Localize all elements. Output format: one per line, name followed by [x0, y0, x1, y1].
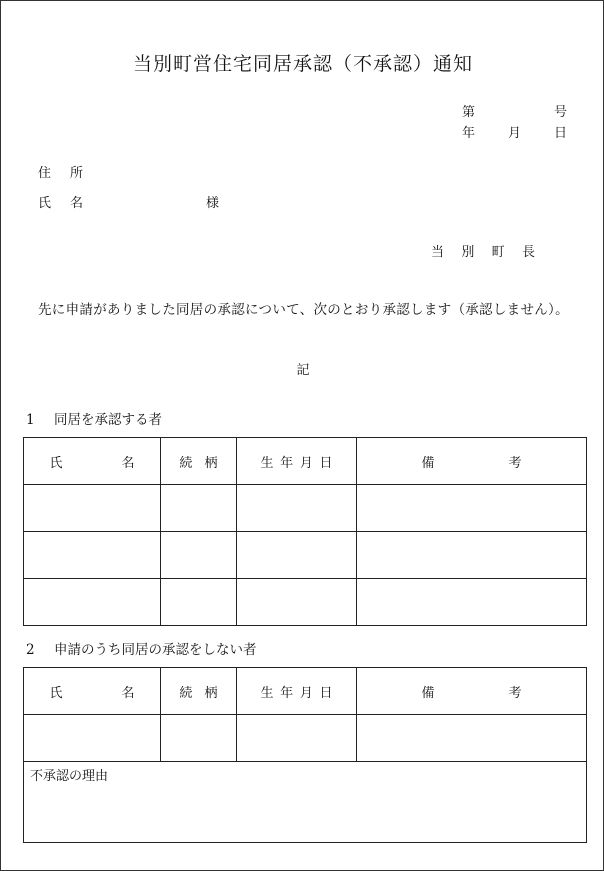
header-birthdate: 生 年 月 日	[237, 438, 357, 485]
header-name: 氏 名	[24, 668, 161, 715]
approved-persons-table	[23, 437, 587, 626]
rejected-persons-table	[23, 667, 587, 843]
rejection-reason-label: 不承認の理由	[30, 769, 109, 784]
date-day: 日	[553, 126, 567, 141]
section1-heading	[26, 408, 162, 428]
header-name: 氏 名	[24, 438, 161, 485]
cell-remarks[interactable]	[357, 579, 587, 626]
date-month: 月	[507, 126, 521, 141]
number-suffix: 号	[553, 105, 567, 120]
section2-heading	[26, 638, 257, 658]
document-date-line	[462, 122, 567, 141]
section2-title: 申請のうち同居の承認をしない者	[54, 642, 257, 658]
cell-name[interactable]	[24, 532, 161, 579]
cell-relation[interactable]	[161, 579, 237, 626]
cell-relation[interactable]	[161, 532, 237, 579]
rejection-reason-cell[interactable]	[24, 762, 587, 843]
header-remarks: 備 考	[357, 668, 587, 715]
cell-name[interactable]	[24, 715, 161, 762]
document-number-line	[462, 101, 567, 120]
header-relation: 続 柄	[161, 668, 237, 715]
recipient-name-label: 氏 名	[38, 196, 83, 211]
cell-birthdate[interactable]	[237, 579, 357, 626]
cell-name[interactable]	[24, 485, 161, 532]
section1-number: 1	[26, 412, 35, 428]
table-row	[24, 485, 587, 532]
cell-remarks[interactable]	[357, 532, 587, 579]
table-header-row	[24, 668, 587, 715]
cell-relation[interactable]	[161, 485, 237, 532]
cell-name[interactable]	[24, 579, 161, 626]
header-birthdate: 生 年 月 日	[237, 668, 357, 715]
number-prefix: 第	[462, 105, 476, 120]
section2-number: 2	[26, 642, 35, 658]
cell-remarks[interactable]	[357, 715, 587, 762]
date-year: 年	[462, 126, 476, 141]
rejection-reason-row	[24, 762, 587, 843]
section1-title: 同居を承認する者	[54, 412, 162, 428]
issuer-title: 当 別 町 長	[431, 245, 535, 260]
ki-marker: 記	[296, 363, 310, 378]
cell-remarks[interactable]	[357, 485, 587, 532]
header-remarks: 備 考	[357, 438, 587, 485]
cell-relation[interactable]	[161, 715, 237, 762]
table-header-row	[24, 438, 587, 485]
table-row	[24, 579, 587, 626]
cell-birthdate[interactable]	[237, 485, 357, 532]
cell-birthdate[interactable]	[237, 532, 357, 579]
header-relation: 続 柄	[161, 438, 237, 485]
table-row	[24, 715, 587, 762]
cell-birthdate[interactable]	[237, 715, 357, 762]
notice-body: 先に申請がありました同居の承認について、次のとおり承認します（承認しません）。	[38, 302, 569, 318]
address-label: 住 所	[38, 166, 83, 181]
honorific: 様	[206, 196, 220, 211]
document-title: 当別町営住宅同居承認（不承認）通知	[132, 53, 473, 75]
table-row	[24, 532, 587, 579]
